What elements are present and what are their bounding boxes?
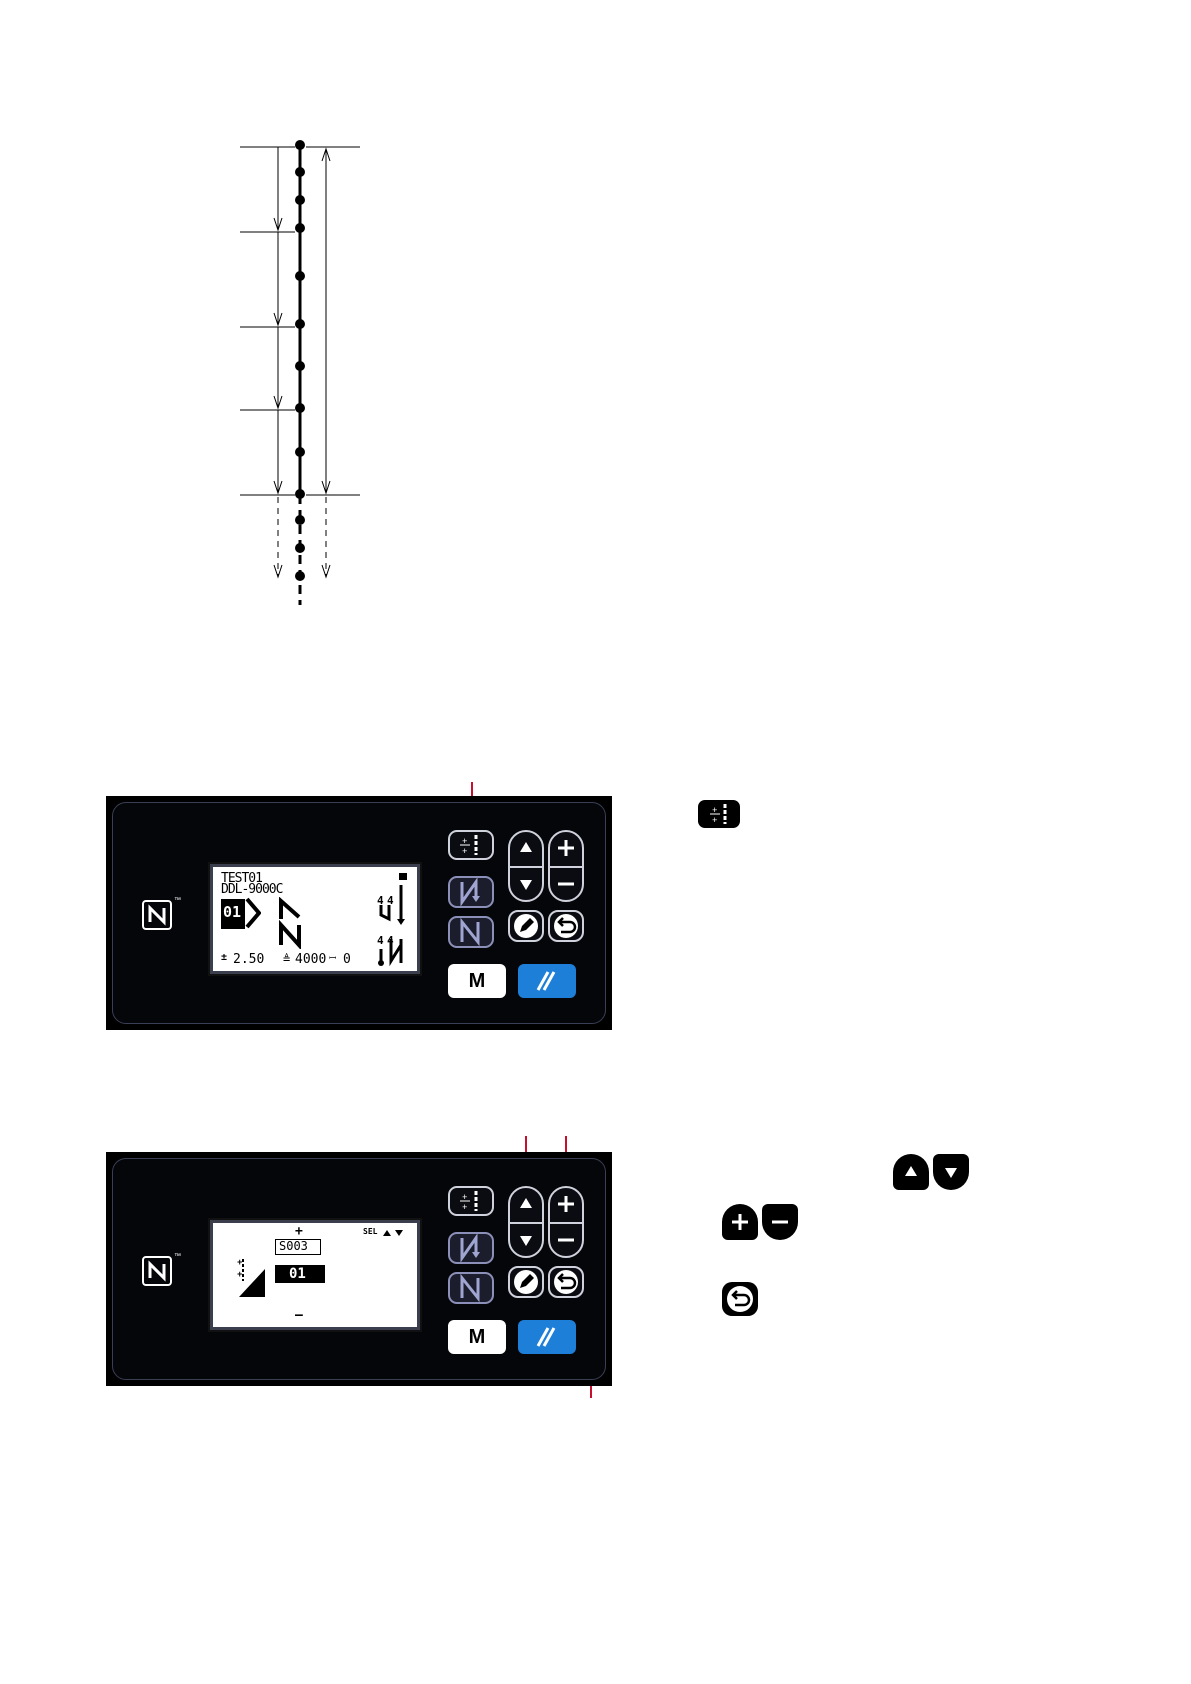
plus-button[interactable] bbox=[550, 832, 582, 864]
svg-text:+: + bbox=[462, 837, 468, 847]
down-arrow-icon bbox=[510, 1224, 542, 1256]
left-dimension-arrows bbox=[274, 147, 282, 577]
operation-panel-main bbox=[106, 796, 612, 1030]
pencil-icon bbox=[510, 912, 542, 940]
counter-value: 0 bbox=[343, 952, 351, 967]
backtack-graphic-icon bbox=[377, 879, 411, 967]
stitch-point bbox=[295, 447, 305, 457]
param-value: 01 bbox=[289, 1266, 306, 1282]
lcd-screen-main bbox=[210, 864, 420, 974]
return-icon bbox=[722, 1282, 758, 1316]
front-backtack-a: 4 bbox=[377, 894, 384, 907]
minus-button[interactable] bbox=[550, 868, 582, 900]
stitch-length-icon bbox=[698, 800, 740, 828]
machine-model: DDL-9000C bbox=[221, 882, 283, 897]
edit-button[interactable] bbox=[508, 910, 544, 942]
front-backtack-b: 4 bbox=[387, 894, 394, 907]
sel-label: SEL bbox=[363, 1227, 378, 1236]
stitch-length-mini-icon: ± bbox=[221, 952, 228, 963]
minus-icon bbox=[762, 1204, 798, 1240]
counter-mini-icon: ꟷ bbox=[329, 954, 337, 964]
nfc-icon bbox=[142, 1256, 172, 1286]
pattern-arrow-icon bbox=[245, 897, 261, 929]
return-button[interactable] bbox=[548, 910, 584, 942]
up-arrow-icon bbox=[510, 832, 542, 864]
up-key-icon-reference bbox=[893, 1154, 929, 1190]
n-stitch-button[interactable] bbox=[448, 1272, 494, 1304]
nfc-icon bbox=[142, 900, 172, 930]
minus-icon bbox=[550, 868, 582, 900]
svg-text:+: + bbox=[237, 1270, 243, 1280]
stitch-point bbox=[295, 319, 305, 329]
stitch-point bbox=[295, 167, 305, 177]
down-key-icon-reference bbox=[933, 1154, 969, 1190]
stitch-point bbox=[295, 223, 305, 233]
stitch-length-button[interactable] bbox=[448, 1186, 494, 1216]
mode-button[interactable]: M bbox=[448, 1320, 506, 1354]
return-icon bbox=[550, 1268, 582, 1296]
return-icon bbox=[550, 912, 582, 940]
minus-button[interactable] bbox=[550, 1224, 582, 1256]
reset-icon bbox=[518, 964, 576, 998]
svg-text:+: + bbox=[462, 1203, 468, 1213]
back-backtack-a: 4 bbox=[377, 934, 384, 947]
up-arrow-icon bbox=[510, 1188, 542, 1220]
plus-icon bbox=[722, 1204, 758, 1240]
svg-text:+: + bbox=[237, 1258, 243, 1268]
down-arrow-icon bbox=[510, 868, 542, 900]
n-stitch-button[interactable] bbox=[448, 916, 494, 948]
seam-shape-icon bbox=[277, 897, 305, 949]
minus-key-icon-reference bbox=[762, 1204, 798, 1240]
pattern-number: 01 bbox=[223, 903, 242, 921]
operation-panel-setting bbox=[106, 1152, 612, 1386]
plus-key-icon-reference bbox=[722, 1204, 758, 1240]
reset-icon bbox=[518, 1320, 576, 1354]
speed-mini-icon: ≜ bbox=[283, 952, 291, 966]
stitch-diagram bbox=[230, 140, 370, 610]
stitch-length-icon bbox=[450, 832, 492, 858]
stitch-point bbox=[295, 361, 305, 371]
plus-icon bbox=[550, 1188, 582, 1220]
edit-button[interactable] bbox=[508, 1266, 544, 1298]
stitch-point bbox=[295, 489, 305, 499]
sel-arrows-icon bbox=[381, 1228, 405, 1237]
cp-label: CP bbox=[251, 1282, 266, 1296]
stitch-point bbox=[295, 515, 305, 525]
stitch-point bbox=[295, 543, 305, 553]
svg-text:+: + bbox=[712, 816, 718, 826]
param-code: S003 bbox=[279, 1239, 308, 1253]
svg-text:+: + bbox=[462, 847, 468, 857]
pattern-name: TEST01 bbox=[221, 871, 262, 886]
speed-value: 4000 bbox=[295, 952, 327, 967]
pencil-icon bbox=[510, 1268, 542, 1296]
stitch-point bbox=[295, 195, 305, 205]
tm-mark: ™ bbox=[174, 1253, 181, 1260]
stitch-length-icon-reference bbox=[698, 800, 740, 828]
return-button[interactable] bbox=[548, 1266, 584, 1298]
minus-indicator: – bbox=[295, 1308, 303, 1323]
tm-mark: ™ bbox=[174, 897, 181, 904]
up-button[interactable] bbox=[510, 1188, 542, 1220]
mode-button[interactable]: M bbox=[448, 964, 506, 998]
lcd-screen-setting bbox=[210, 1220, 420, 1330]
up-button[interactable] bbox=[510, 832, 542, 864]
reverse-stitch-icon bbox=[450, 1234, 492, 1262]
plus-indicator: + bbox=[295, 1224, 303, 1239]
svg-text:+: + bbox=[462, 1193, 468, 1203]
return-key-icon-reference bbox=[722, 1282, 758, 1316]
stitch-length-button[interactable] bbox=[448, 830, 494, 860]
svg-text:+: + bbox=[712, 806, 718, 816]
reset-button[interactable] bbox=[518, 964, 576, 998]
minus-icon bbox=[550, 1224, 582, 1256]
n-stitch-icon bbox=[450, 1274, 492, 1302]
reverse-stitch-button[interactable] bbox=[448, 876, 494, 908]
reverse-stitch-button[interactable] bbox=[448, 1232, 494, 1264]
down-button[interactable] bbox=[510, 1224, 542, 1256]
plus-icon bbox=[550, 832, 582, 864]
right-dimension-arrow bbox=[322, 149, 330, 577]
back-backtack-b: 4 bbox=[387, 934, 394, 947]
down-arrow-icon bbox=[933, 1154, 969, 1190]
n-stitch-icon bbox=[450, 918, 492, 946]
stitch-point bbox=[295, 271, 305, 281]
stitch-length-icon bbox=[450, 1188, 492, 1214]
up-arrow-icon bbox=[893, 1154, 929, 1190]
down-button[interactable] bbox=[510, 868, 542, 900]
plus-button[interactable] bbox=[550, 1188, 582, 1220]
reverse-stitch-icon bbox=[450, 878, 492, 906]
stitch-length-value: 2.50 bbox=[233, 952, 265, 967]
reset-button[interactable] bbox=[518, 1320, 576, 1354]
stitch-point bbox=[295, 571, 305, 581]
stitch-point bbox=[295, 403, 305, 413]
stitch-point bbox=[295, 140, 305, 150]
